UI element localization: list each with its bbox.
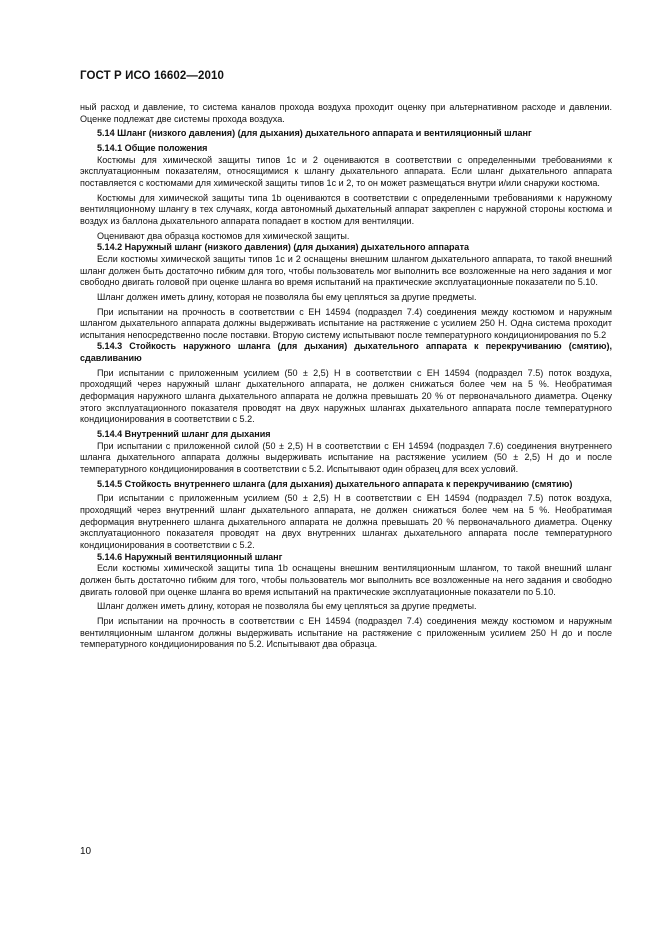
paragraph: Шланг должен иметь длину, которая не позволяла бы ему цепляться за другие предметы.: [97, 291, 477, 302]
paragraph: При испытании с приложенной силой (50 ± 2,5) Н в соответствии с ЕН 14594 (подраздел 7.6) соединения внутреннего шланга дыхательного аппарата должны выдерживать испытание на растяжение усилием (50 ± 2,5) Н до и после температурного кондиционирования в соответствии с 5.2. Испытывают один образец для всех условий.: [80, 440, 612, 475]
subsection-heading-5-14-4: 5.14.4 Внутренний шланг для дыхания: [97, 429, 271, 440]
subsection-heading-5-14-3: 5.14.3 Стойкость наружного шланга (для дыхания) дыхательного аппарата к перекручиванию (смятию), сдавливанию: [80, 341, 612, 364]
paragraph: Костюмы для химической защиты типа 1b оцениваются в соответствии с определенными требованиями к наружному вентиляционному шлангу в тех случаях, когда автономный дыхательный аппарат закреплен с наружной стороны костюма и воздух из баллона дыхательного аппарата попадает в костюм для вентиляции.: [80, 192, 612, 226]
paragraph: При испытании с приложенным усилием (50 ± 2,5) Н в соответствии с ЕН 14594 (подраздел 7.5) поток воздуха, проходящий через внутренний шланг дыхательного аппарата, не должен снижаться более чем на 5 %. Необратимая деформация внутреннего шланга дыхательного аппарата не должна превышать 20 % первоначального диаметра. Оценку эксплуатационного показателя проводят на двух внутренних шлангах дыхательного аппарата после температурного кондиционирования в соответствии с 5.2.: [80, 493, 612, 550]
subsection-heading-5-14-1: 5.14.1 Общие положения: [97, 142, 208, 153]
subsection-heading-5-14-6: 5.14.6 Наружный вентиляционный шланг: [97, 551, 283, 562]
paragraph: При испытании с приложенным усилием (50 ± 2,5) Н в соответствии с ЕН 14594 (подраздел 7.5) поток воздуха, проходящий через наружный шланг дыхательного аппарата, не должен снижаться более чем на 5 %. Необратимая деформация наружного шланга дыхательного аппарата не должна превышать 20 % от первоначального диаметра. Оценку этого эксплуатационного показателя проводят на двух наружных шлангах дыхательного аппарата после температурного кондиционирования в соответствии с 5.2.: [80, 367, 612, 425]
paragraph: Если костюмы химической защиты типов 1с и 2 оснащены внешним шлангом дыхательного аппарата, то такой внешний шланг должен быть достаточно гибким для того, чтобы пользователь мог выполнить все возложенные на него задания и мог свободно двигать головой при оценке шланга во время испытаний на практические эксплуатационные показатели по 5.10.: [80, 253, 612, 288]
subsection-heading-5-14-5: 5.14.5 Стойкость внутреннего шланга (для дыхания) дыхательного аппарата к перекручиванию (смятию): [97, 478, 573, 489]
paragraph: Костюмы для химической защиты типов 1с и 2 оцениваются в соответствии с определенными требованиями к эксплуатационным показателям, относящимися к шлангу дыхательного аппарата. Если шланг дыхательного аппарата поставляется с костюмами для химической защиты типов 1с и 2, то он может размещаться внутри и/или снаружи костюма.: [80, 154, 612, 188]
page-number: 10: [80, 846, 92, 857]
paragraph-continuation: ный расход и давление, то система каналов прохода воздуха проходит оценку при альтернативном расходе и давлении. Оценке подлежат две системы прохода воздуха.: [80, 102, 612, 124]
paragraph: Оценивают два образца костюмов для химической защиты.: [97, 230, 350, 241]
document-header: ГОСТ Р ИСО 16602—2010: [80, 70, 225, 82]
paragraph: Если костюмы химической защиты типа 1b оснащены внешним вентиляционным шлангом, то такой внешний шланг должен быть достаточно гибким для того, чтобы пользователь мог выполнить все возложенные на него задания и свободно двигать головой при оценке шланга во время испытаний на практические эксплуатационные показатели по 5.10.: [80, 563, 612, 597]
section-heading-5-14: 5.14 Шланг (низкого давления) (для дыхания) дыхательного аппарата и вентиляционный шланг: [97, 128, 532, 139]
paragraph: При испытании на прочность в соответствии с ЕН 14594 (подраздел 7.4) соединения между костюмом и наружным вентиляционным шлангом должны выдерживать испытание на растяжение с приложенным усилием 250 Н до и после температурного кондиционирования по 5.2. Испытывают два образца.: [80, 615, 612, 650]
paragraph: При испытании на прочность в соответствии с ЕН 14594 (подраздел 7.4) соединения между костюмом и наружным шлангом дыхательного аппарата должны выдерживать испытание на растяжение с усилием 250 Н. Одна система проходит испытания непосредственно после поставки. Вторую систему испытывают после температурного кондиционирования по 5.2: [80, 306, 612, 340]
subsection-heading-5-14-2: 5.14.2 Наружный шланг (низкого давления) (для дыхания) дыхательного аппарата: [97, 242, 470, 253]
document-body: [80, 102, 612, 651]
paragraph: Шланг должен иметь длину, которая не позволяла бы ему цепляться за другие предметы.: [97, 601, 477, 612]
